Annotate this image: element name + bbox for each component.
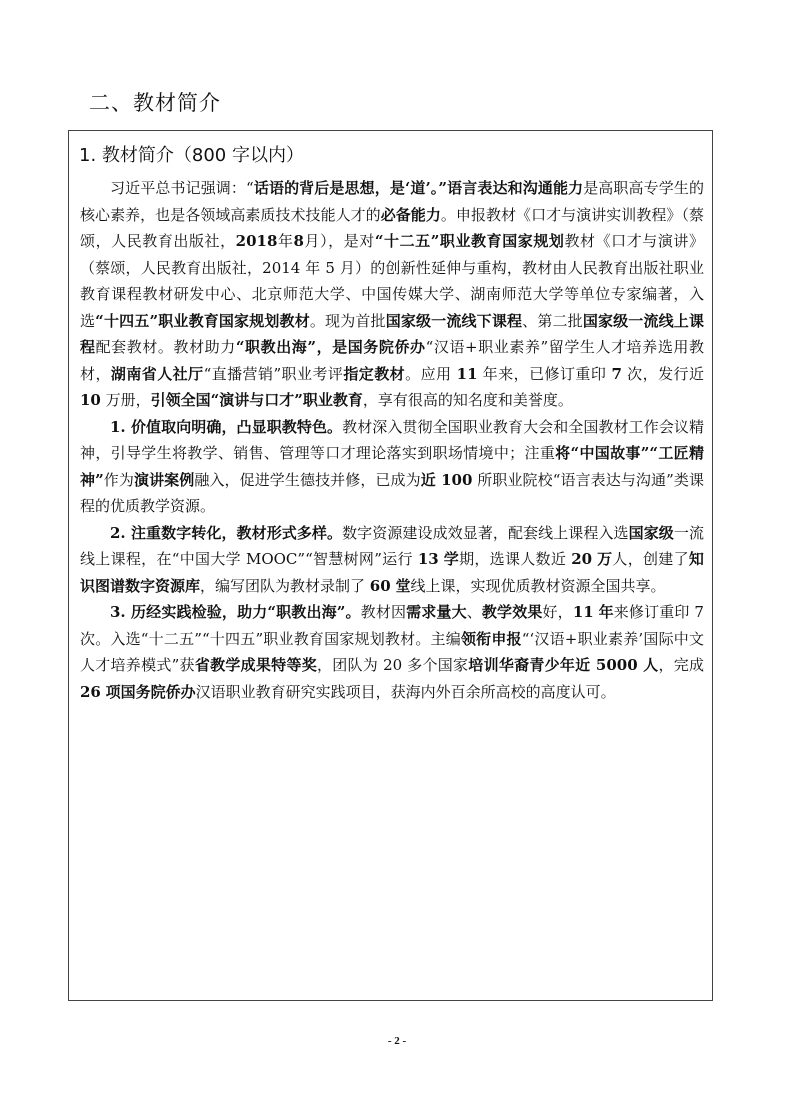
bold-text-run: 3. 历经实践检验，助力“职教出海”。 — [110, 603, 361, 621]
text-run: 。申报教材《口才与演讲实训教程》（蔡颂，人民教育出版社， — [80, 205, 704, 250]
bold-text-run: 湖南省人社厅 — [110, 364, 204, 383]
bold-text-run: 8 — [293, 232, 304, 250]
bold-text-run: 11 — [456, 364, 478, 383]
bold-text-run: 领衔申报 — [460, 629, 522, 648]
bold-text-run: 必备能力 — [380, 205, 441, 224]
bold-text-run: 话语的背后是思想，是‘道’。”语言表达和沟通能力 — [253, 179, 584, 197]
text-run: 人，创建了 — [612, 550, 689, 568]
bold-text-run: “十二五”职业教育国家规划 — [374, 232, 565, 250]
bold-text-run: 26 — [80, 682, 101, 701]
text-run: “‘汉语+职业素养’国际中文人才培养模式”获 — [80, 629, 704, 674]
text-run: 期，选课人数近 — [459, 550, 572, 568]
text-run: 作为 — [103, 470, 134, 489]
text-run: 月），是对 — [303, 232, 375, 250]
text-run: ，团队为 20 多个国家 — [316, 656, 469, 674]
text-run: 数字资源建设成效显著，配套线上课程入选 — [342, 523, 629, 542]
bold-text-run: 需求量大 — [406, 603, 467, 621]
text-run: “直播营销”职业考评 — [203, 364, 344, 383]
text-run: 是高职高专学生的核心素养，也是各领域高素质技术技能人才的 — [80, 179, 704, 224]
section-heading: 二、教材简介 — [89, 91, 221, 115]
text-run: 所职业院校“语言表达与沟通”类课程的优质教学资源。 — [80, 470, 704, 515]
text-run: 线上课，实现优质教材资源全国共享。 — [410, 576, 666, 595]
bold-text-run: 13 — [417, 550, 439, 568]
text-run: 教材因 — [360, 603, 407, 621]
bold-text-run: 项国务院侨办 — [105, 682, 196, 701]
bold-text-run: 引领全国“演讲与口才”职业教育 — [150, 391, 363, 409]
text-run: 。应用 — [405, 364, 457, 383]
paragraph-point-2 — [80, 520, 704, 600]
text-run: 汉语职业教育研究实践项目，获海内外百余所高校的高度认可。 — [195, 682, 616, 701]
bold-text-run: 国家级 — [628, 523, 674, 542]
text-run: 。现为首批 — [309, 311, 386, 330]
bold-text-run: 国家级一流线上课程 — [80, 311, 704, 356]
text-run: 融入，促进学生德技并修，已成为 — [194, 470, 421, 489]
bold-text-run: 指定教材 — [343, 364, 406, 383]
bold-text-run: 10 — [80, 391, 101, 409]
text-run: 、第二批 — [522, 311, 583, 330]
bold-text-run: 培训华裔青少年近 5000 人 — [468, 656, 659, 674]
page-number: - 2 - — [387, 1035, 407, 1047]
subsection-heading: 1. 教材简介（800 字以内） — [79, 145, 304, 166]
bold-text-run: 国家级一流线下课程 — [385, 311, 523, 330]
bold-text-run: 7 — [611, 364, 622, 383]
paragraph-point-1 — [80, 414, 704, 520]
bold-text-run: “职教出海”，是国务院侨办 — [235, 338, 426, 356]
bold-text-run: 省教学成果特等奖 — [194, 656, 317, 674]
bold-text-run: 学 — [443, 550, 460, 568]
bold-text-run: 知识图谱数字资源库 — [80, 550, 704, 595]
bold-text-run: 20 — [571, 550, 593, 568]
text-run: ，享有很高的知名度和美誉度。 — [362, 391, 573, 409]
text-run: “汉语+职业素养”留学生人才培养选用教材， — [80, 338, 704, 383]
bold-text-run: 演讲案例 — [134, 470, 195, 489]
bold-text-run: 11 — [572, 603, 594, 621]
bold-text-run: 将“中国故事”“工匠精神” — [80, 444, 704, 489]
bold-text-run: 2. 注重数字转化，教材形式多样。 — [110, 523, 343, 542]
text-run: 配套教材。教材助力 — [95, 338, 236, 356]
bold-text-run: 近 100 — [420, 470, 473, 489]
text-run: 年来，已修订重印 — [477, 364, 612, 383]
text-run: 教材深入贯彻全国职业教育大会和全国教材工作会议精神，引导学生将教学、销售、管理等口才理论落实到职场情境中；注重 — [80, 417, 704, 462]
bold-text-run: 教学效果 — [481, 603, 543, 621]
text-run: ，编写团队为教材录制了 — [200, 576, 370, 595]
text-run: 万册， — [100, 391, 151, 409]
text-run: 年 — [277, 232, 294, 250]
text-run: 、 — [466, 603, 482, 621]
bold-text-run: 堂 — [395, 576, 411, 595]
paragraph-point-3 — [80, 599, 704, 705]
text-run: 次，发行近 — [621, 364, 704, 383]
text-run: 教材《口才与演讲》（蔡颂，人民教育出版社，2014 年 5 月）的创新性延伸与重构，教材由人民教育出版社职业教育课程教材研发中心、北京师范大学、中国传媒大学、湖南师范大学等单位专家编著，入选 — [80, 232, 704, 330]
bold-text-run: 万 — [597, 550, 613, 568]
text-run: 习近平总书记强调：“ — [110, 179, 254, 197]
bold-text-run: 年 — [598, 603, 614, 621]
text-run: 好， — [542, 603, 573, 621]
bold-text-run: 2018 — [235, 232, 278, 250]
content-box — [68, 130, 713, 1001]
body-text — [80, 175, 704, 705]
text-run: 来修订重印 7 次。入选“十二五”“十四五”职业教育国家规划教材。主编 — [80, 603, 704, 648]
paragraph-intro — [80, 175, 704, 414]
bold-text-run: “十四五”职业教育国家规划教材 — [95, 311, 310, 330]
text-run: ，完成 — [658, 656, 704, 674]
bold-text-run: 60 — [369, 576, 391, 595]
bold-text-run: 1. 价值取向明确，凸显职教特色。 — [110, 417, 343, 436]
text-run: 一流线上课程，在“中国大学 MOOC”“智慧树网”运行 — [80, 523, 704, 568]
